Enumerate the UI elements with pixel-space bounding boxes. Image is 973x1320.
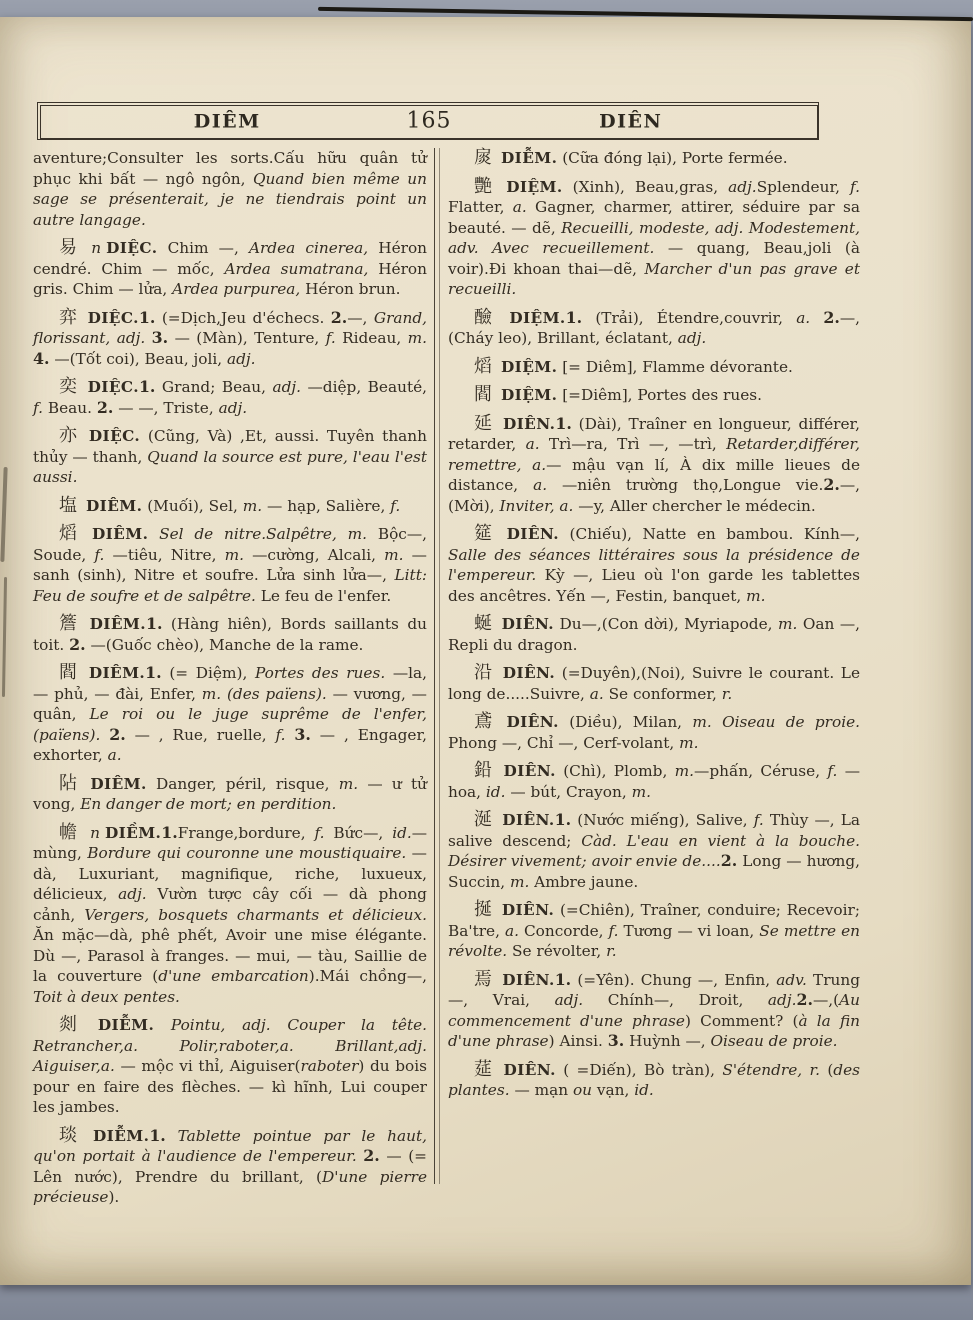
text-segment: a. xyxy=(107,746,122,764)
text-segment: Quand bien même un sage se présenterait, je ne tiendrais point un autre langage. xyxy=(33,169,427,229)
text-segment: 1. xyxy=(161,822,178,842)
text-segment: f. xyxy=(390,496,401,515)
text-segment: m. xyxy=(384,545,404,564)
text-segment xyxy=(810,309,823,327)
text-segment: f. xyxy=(33,398,43,417)
text-segment: Danger, péril, risque, xyxy=(146,774,339,793)
text-segment: m. xyxy=(778,615,798,633)
text-segment: aventure;Consulter les sorts.Cấu hữu quân tử phục khi bất — ngô ngôn, xyxy=(33,149,427,188)
entry-n-marker: n xyxy=(91,239,102,257)
running-header-inner-rule xyxy=(40,105,818,139)
text-segment: vạn, xyxy=(592,1081,635,1099)
text-segment: 1. xyxy=(138,307,156,327)
right-column xyxy=(448,148,860,1216)
text-segment: —tiêu, Nitre, xyxy=(104,545,225,564)
text-segment: (Chì), Plomb, xyxy=(555,762,675,780)
text-segment: — vương, — quân, xyxy=(33,684,427,723)
text-segment: 1. xyxy=(149,1125,166,1145)
text-segment: Se conformer, xyxy=(603,684,722,703)
text-segment: — ư tử vong, xyxy=(33,774,427,813)
entry-headword: DIÊN. xyxy=(502,811,555,829)
text-segment: m. xyxy=(692,713,712,731)
text-segment: — sanh (sinh), Nitre et soufre. Lửa sinh lửa—, xyxy=(33,545,427,584)
text-segment: id. xyxy=(485,782,506,801)
text-segment: Sel de nitre.Salpêtre, m. xyxy=(148,525,368,543)
entry-headword: DIÊN. xyxy=(502,970,555,989)
entry-headword: DIÊM. xyxy=(86,496,143,515)
text-segment: —y, Aller chercher le médecin. xyxy=(573,496,816,515)
text-segment: Rideau, xyxy=(335,329,408,347)
text-segment: a. xyxy=(533,476,548,494)
text-segment: — mậu vạn lí, À dix mille lieues de distance, xyxy=(448,455,860,494)
text-segment: (= Diệm), xyxy=(161,664,255,682)
entry-headword: DIÊN. xyxy=(506,525,560,543)
text-segment: (=Dịch,Jeu d'échecs. xyxy=(155,308,331,327)
text-segment: [=Diêm], Portes des rues. xyxy=(557,386,762,404)
text-segment: adj. xyxy=(218,398,248,417)
text-segment: Héron cendré. Chim — mốc, xyxy=(33,239,428,278)
entry-headword: DIỄM. xyxy=(501,149,558,167)
dictionary-entry xyxy=(33,774,427,815)
text-segment: Kỳ —, Lieu où l'on garde les tablettes des ancêtres. Yến —, Festin, banquet, xyxy=(448,566,860,605)
text-segment: 3. xyxy=(607,1031,625,1050)
binding-shadow-streak xyxy=(2,577,7,697)
text-segment: ou xyxy=(572,1081,593,1099)
column-divider-rule xyxy=(434,148,440,1184)
entry-headword: DIỆM. xyxy=(506,177,563,196)
text-segment: ) Comment? ( xyxy=(684,1011,799,1030)
text-segment: 1. xyxy=(145,614,163,633)
text-segment: Se révolter, xyxy=(507,942,607,960)
text-segment: f. xyxy=(850,177,861,196)
text-segment: Flatter, xyxy=(448,198,513,216)
text-segment: Portes des rues. xyxy=(254,664,386,682)
text-segment: (Cũng, Và) ,Et, aussi. Tuyên thanh thủy — thanh, xyxy=(33,427,428,466)
text-segment: — , Engager, exhorter, xyxy=(33,725,427,764)
text-segment: adj. xyxy=(728,177,757,196)
chinese-character: 沿 xyxy=(474,662,495,683)
text-segment: Huỳnh —, xyxy=(624,1032,711,1050)
text-segment: m. xyxy=(631,782,651,801)
text-segment: (=Yên). Chung —, Enfin, xyxy=(571,970,777,989)
entry-headword: DIÊM. xyxy=(88,664,146,682)
entry-headword: DIỄM. xyxy=(97,1016,155,1034)
text-segment: ) Ainsi. xyxy=(548,1032,608,1050)
text-segment: Chim —, xyxy=(157,239,249,257)
book-page xyxy=(0,17,971,1285)
text-segment: En danger de mort; en perdition. xyxy=(80,795,337,813)
dictionary-entry xyxy=(448,177,860,300)
text-segment: Phong —, Chỉ —, Cerf-volant, xyxy=(448,733,680,752)
text-segment: — bút, Crayon, xyxy=(505,782,632,801)
text-segment: a. xyxy=(589,684,604,703)
text-segment: S'étendre, r. xyxy=(722,1060,820,1079)
dictionary-entry xyxy=(448,148,860,169)
entry-definition xyxy=(142,497,400,515)
dictionary-entry xyxy=(33,496,427,517)
text-segment: f. xyxy=(608,921,619,940)
entry-headword: DIỆM. xyxy=(509,308,566,327)
text-segment: raboter xyxy=(300,1057,359,1075)
chinese-character: 涎 xyxy=(474,809,495,830)
text-segment: Bộc—, Soude, xyxy=(33,525,428,564)
text-segment: 3. xyxy=(151,328,169,347)
text-segment: Inviter, a. xyxy=(499,496,574,515)
entry-headword: DIỆC. xyxy=(87,378,139,396)
text-segment: m. xyxy=(679,733,699,752)
header-guide-word-right: DIÊN xyxy=(599,110,663,133)
text-segment: f. xyxy=(275,725,286,744)
text-segment: Retarder,différer, remettre, a. xyxy=(448,435,860,474)
entry-headword: DIỆM. xyxy=(501,386,558,404)
text-segment: Le roi ou le juge suprême de l'enfer, (païens). xyxy=(33,705,427,744)
text-segment: Ardea cinerea, xyxy=(248,239,369,257)
text-segment: m. xyxy=(224,545,244,564)
text-segment: adj. xyxy=(677,329,707,347)
dictionary-entry xyxy=(33,524,427,606)
text-segment: Trì—ra, Trì —, —trì, xyxy=(539,435,727,453)
text-segment: à la fin d'une phrase xyxy=(448,1011,861,1050)
entry-headword: DIỄM. xyxy=(92,1126,150,1145)
text-segment: (Hàng hiên), Bords saillants du toit. xyxy=(33,615,428,654)
text-segment: m. xyxy=(407,329,427,347)
binding-shadow-streak xyxy=(0,467,7,562)
text-segment: (Chiếu), Natte en bambou. Kính—, xyxy=(559,525,861,543)
text-segment: 2. xyxy=(796,990,813,1009)
text-segment: Oan —, Repli du dragon. xyxy=(448,615,860,654)
text-segment: Salle des séances littéraires sous la présidence de l'empereur. xyxy=(448,545,860,584)
text-segment: a. xyxy=(504,921,519,940)
text-segment: d'une embarcation xyxy=(158,967,309,985)
chinese-character: 蜒 xyxy=(474,613,494,634)
text-segment: Splendeur, xyxy=(756,177,851,196)
chinese-character: 閻 xyxy=(59,662,81,683)
entry-headword: DIÊN. xyxy=(506,713,559,731)
dictionary-entry xyxy=(448,900,860,962)
text-segment: f. xyxy=(325,329,336,347)
chinese-character: 熖 xyxy=(474,355,493,377)
text-segment: —la, — phủ, — đài, Enfer, xyxy=(33,664,428,703)
chinese-character: 簷 xyxy=(59,613,82,634)
text-segment: — (= Lên nước), Prendre du brillant, ( xyxy=(33,1147,427,1186)
chinese-character: 易 xyxy=(59,237,84,258)
text-segment: —cường, Alcali, xyxy=(243,545,385,564)
entry-headword: DIÊN. xyxy=(502,664,556,682)
text-segment: [= Diêm], Flamme dévorante. xyxy=(557,357,793,376)
text-segment: (Xinh), Beau,gras, xyxy=(562,177,729,196)
text-segment: —diệp, Beauté, xyxy=(301,378,428,396)
text-segment: Recueilli, modeste, adj. Modestement, adv. Avec recueillement. xyxy=(448,218,860,257)
text-segment: id. xyxy=(392,823,412,842)
running-header-box xyxy=(37,102,819,140)
dictionary-entry xyxy=(448,1060,860,1101)
text-segment: Le feu de l'enfer. xyxy=(255,586,392,605)
dictionary-entry xyxy=(33,148,427,230)
text-segment: (Diều), Milan, xyxy=(558,713,693,731)
text-segment: —, (Cháy leo), Brillant, éclatant, xyxy=(448,308,861,347)
dictionary-entry xyxy=(33,308,427,370)
entry-headword: DIỆC. xyxy=(88,427,141,445)
text-segment: m. xyxy=(338,774,359,793)
text-segment: Héron gris. Chim — lửa, xyxy=(33,259,427,298)
entry-headword: DIỆC. xyxy=(106,239,158,257)
text-segment: 4. xyxy=(33,348,50,368)
text-segment: —(Guốc chèo), Manche de la rame. xyxy=(85,635,364,654)
text-segment: (Nước miếng), Salive, xyxy=(571,811,754,829)
dictionary-entry xyxy=(448,810,860,892)
text-segment: Marcher d'un pas grave et recueilli. xyxy=(448,259,860,298)
text-segment: adj. xyxy=(767,991,797,1009)
text-segment: 1. xyxy=(554,810,572,829)
text-segment: Oiseau de proie. xyxy=(722,713,861,731)
text-segment: Vergers, bosquets charmants et délicieux. xyxy=(84,905,427,924)
text-segment: (Dài), Traîner en longueur, différer, retarder, xyxy=(448,414,861,453)
text-segment: Beau. xyxy=(42,398,97,417)
page-number: 165 xyxy=(406,108,452,134)
text-segment: — hạp, Salière, xyxy=(262,496,391,515)
dictionary-entry xyxy=(33,377,427,418)
text-segment: Tablette pointue par le haut, qu'on portait à l'audience de l'empereur. xyxy=(33,1126,427,1165)
text-segment: Trung —, Vrai, xyxy=(448,970,861,1009)
text-segment: (Muối), Sel, xyxy=(142,496,243,515)
text-segment: Litt: Feu de soufre et de salpêtre. xyxy=(33,566,427,605)
chinese-character: 閻 xyxy=(474,384,493,405)
text-segment: (Cữa đóng lại), Porte fermée. xyxy=(557,149,788,167)
entry-definition xyxy=(557,149,787,167)
text-segment: Du—,(Con dời), Myriapode, xyxy=(554,615,778,633)
text-segment: Tương — vi loan, xyxy=(618,921,760,940)
text-segment: 1. xyxy=(565,307,583,327)
dictionary-entry xyxy=(448,385,860,406)
entry-headword: DIÊN. xyxy=(503,1060,556,1079)
entry-n-marker: n xyxy=(90,823,100,842)
chinese-character: 筵 xyxy=(474,523,499,544)
text-segment: — , Rue, ruelle, xyxy=(125,725,276,744)
entry-headword: DIỆM. xyxy=(501,357,558,376)
text-segment: Ambre jaune. xyxy=(529,872,639,891)
text-segment: Héron brun. xyxy=(300,280,401,298)
text-segment: 2. xyxy=(823,475,840,494)
text-segment: 2. xyxy=(109,724,126,744)
text-segment: 3. xyxy=(294,724,311,744)
text-segment: des plantes. xyxy=(448,1060,860,1099)
dictionary-entry xyxy=(33,1015,427,1118)
chinese-character: 幨 xyxy=(59,821,83,843)
chinese-character: 阽 xyxy=(59,772,83,794)
text-segment: 2. xyxy=(96,397,114,417)
text-segment: —phấn, Céruse, xyxy=(694,762,828,780)
text-segment: Bordure qui couronne une moustiquaire. xyxy=(87,844,407,862)
chinese-character: 剡 xyxy=(59,1014,90,1035)
text-segment: Pointu, adj. Couper la tête. Retrancher,a. Polir,raboter,a. Brillant,adj. Aiguiser,a. xyxy=(33,1016,428,1075)
text-segment: ).Mái chồng—, xyxy=(308,967,427,985)
text-columns xyxy=(33,148,938,1216)
text-segment: m. xyxy=(674,762,695,780)
entry-headword: DIÊM. xyxy=(89,615,146,633)
chinese-character: 奕 xyxy=(59,376,80,397)
text-segment: adj. xyxy=(118,885,147,903)
text-segment: 2. xyxy=(363,1146,380,1165)
text-segment: Thùy —, La salive descend; xyxy=(448,811,861,850)
entry-definition xyxy=(33,1016,427,1116)
chinese-character: 琰 xyxy=(59,1124,85,1146)
text-segment: D'une pierre précieuse xyxy=(33,1167,427,1206)
chinese-character: 塩 xyxy=(59,494,78,516)
text-segment: Frange,bordure, xyxy=(177,823,315,842)
text-segment: Quand la source est pure, l'eau l'est aussi. xyxy=(33,447,427,486)
entry-headword: DIỆC. xyxy=(87,308,139,327)
text-segment: f. xyxy=(827,762,838,780)
text-segment: Concorde, xyxy=(518,921,609,940)
text-segment: — mùng, xyxy=(33,823,428,862)
text-segment: a. xyxy=(796,308,811,327)
text-segment: adv. xyxy=(776,970,807,989)
text-segment: adj. xyxy=(272,378,302,396)
text-segment: r. xyxy=(606,942,617,960)
text-segment: (=Chiên), Traîner, conduire; Recevoir; Ba'tre, xyxy=(448,901,860,940)
entry-headword: DIÊN. xyxy=(501,901,555,919)
chinese-character: 亦 xyxy=(59,425,81,446)
text-segment: Oiseau de proie. xyxy=(710,1032,838,1050)
chinese-character: 焉 xyxy=(474,968,495,990)
text-segment: f. xyxy=(753,811,764,829)
page-edge-shadow xyxy=(318,7,973,21)
text-segment: — dà, Luxuriant, magnifique, riche, luxueux, délicieux, xyxy=(33,844,427,903)
text-segment xyxy=(100,726,109,744)
header-guide-word-left: DIÊM xyxy=(193,110,261,133)
text-segment: a. xyxy=(525,435,540,453)
chinese-character: 挻 xyxy=(474,899,494,920)
left-column xyxy=(33,148,427,1216)
text-segment: 1. xyxy=(138,377,156,396)
dictionary-entry xyxy=(33,426,427,488)
text-segment: ). xyxy=(108,1188,120,1206)
chinese-character: 熖 xyxy=(59,523,84,544)
text-segment: Long — hương, Succin, xyxy=(448,852,860,891)
dictionary-entry xyxy=(448,414,860,517)
text-segment: — (Màn), Tenture, xyxy=(168,329,326,347)
text-segment: Vườn tược cây cối — dà phong cảnh, xyxy=(33,885,427,924)
text-segment: adj. xyxy=(227,349,256,368)
text-segment: — quang, Beau,joli (à voir).Đi khoan thai—dẽ, xyxy=(448,239,860,278)
text-segment: Ardea purpurea, xyxy=(172,280,301,298)
text-segment: —(Tốt coi), Beau, joli, xyxy=(49,349,228,368)
chinese-character: 弈 xyxy=(59,306,80,328)
text-segment: Ăn mặc—dà, phê phết, Avoir une mise élégante. Dù —, Parasol à franges. — mui, — tàu, Saillie de la couverture ( xyxy=(33,926,427,985)
text-segment: Gagner, charmer, attirer, séduire par sa beauté. — dẽ, xyxy=(448,198,860,237)
chinese-character: 艷 xyxy=(474,175,499,197)
text-segment: Grand; Beau, xyxy=(155,378,273,396)
text-segment: 1. xyxy=(555,413,572,433)
entry-headword: DIỀM. xyxy=(104,823,162,842)
text-segment: m. (des païens). xyxy=(201,684,327,703)
entry-headword: DIÊN. xyxy=(501,615,555,633)
entry-definition xyxy=(557,386,762,404)
text-segment: Toit à deux pentes. xyxy=(33,987,180,1006)
dictionary-entry xyxy=(33,823,427,1008)
dictionary-entry xyxy=(448,761,860,802)
text-segment: 2. xyxy=(69,634,86,654)
text-segment: 2. xyxy=(330,307,348,327)
chinese-character: 莚 xyxy=(474,1058,496,1080)
text-segment: ( xyxy=(819,1060,834,1079)
chinese-character: 延 xyxy=(474,412,495,434)
text-segment: Au commencement d'une phrase xyxy=(448,991,860,1030)
text-segment: m. xyxy=(509,872,530,891)
dictionary-entry xyxy=(448,970,860,1052)
text-segment: r. xyxy=(721,684,733,703)
dictionary-entry xyxy=(33,1126,427,1208)
text-segment: ) du bois pour en faire des flèches. — kì hĩnh, Lui couper les jambes. xyxy=(33,1057,427,1116)
dictionary-entry xyxy=(33,238,427,300)
entry-definition xyxy=(33,149,427,229)
text-segment: Ardea sumatrana, xyxy=(224,259,369,278)
dictionary-entry xyxy=(448,524,860,606)
chinese-character: 鉛 xyxy=(474,760,496,781)
text-segment: m. xyxy=(746,586,766,605)
text-segment: —, (Mời), xyxy=(448,476,861,515)
text-segment: —, xyxy=(347,308,374,327)
text-segment xyxy=(712,713,722,731)
entry-definition xyxy=(557,358,793,376)
dictionary-entry xyxy=(448,308,860,349)
text-segment: 2. xyxy=(720,851,738,870)
dictionary-entry xyxy=(33,614,427,655)
text-segment: f. xyxy=(314,823,325,842)
text-segment: — mộc vi thỉ, Aiguiser( xyxy=(114,1057,301,1075)
text-segment: adj. xyxy=(554,991,584,1009)
text-segment: —,( xyxy=(812,991,840,1009)
text-segment: Se mettre en révolte. xyxy=(448,921,860,960)
text-segment: Bức—, xyxy=(324,823,393,842)
text-segment: —niên trường thọ,Longue vie. xyxy=(547,476,824,494)
dictionary-entry xyxy=(448,357,860,378)
text-segment: — mạn xyxy=(509,1081,573,1099)
text-segment: id. xyxy=(634,1081,654,1099)
text-segment: Grand, florissant, adj. xyxy=(33,308,428,347)
text-segment: Chính—, Droit, xyxy=(583,991,768,1009)
entry-headword: DIÊN. xyxy=(503,762,556,780)
entry-headword: DIÊM. xyxy=(90,774,147,793)
text-segment: 1. xyxy=(554,969,572,989)
dictionary-entry xyxy=(448,712,860,753)
text-segment: — —, Triste, xyxy=(113,398,219,417)
chinese-character: 扊 xyxy=(474,147,493,168)
chinese-character: 鳶 xyxy=(474,711,499,732)
text-segment: Càd. L'eau en vient à la bouche. Désirer vivement; avoir envie de.... xyxy=(448,831,860,870)
dictionary-entry xyxy=(448,614,860,655)
text-segment: (=Duyên),(Noi), Suivre le courant. Le long de.....Suivre, xyxy=(448,664,860,703)
text-segment: (Trải), Étendre,couvrir, xyxy=(582,308,797,327)
text-segment: 2. xyxy=(823,307,840,327)
entry-headword: DIÊM. xyxy=(91,525,149,543)
chinese-character: 醶 xyxy=(474,306,502,328)
text-segment: a. xyxy=(512,198,527,216)
text-segment: ( =Diến), Bò tràn), xyxy=(555,1060,723,1079)
entry-headword: DIÊN. xyxy=(502,414,556,433)
text-segment: 1. xyxy=(145,663,162,682)
text-segment: — hoa, xyxy=(448,762,860,801)
text-segment: m. xyxy=(242,496,263,515)
dictionary-entry xyxy=(33,663,427,766)
text-segment: f. xyxy=(94,545,105,564)
dictionary-entry xyxy=(448,663,860,704)
entry-definition xyxy=(33,821,428,1006)
